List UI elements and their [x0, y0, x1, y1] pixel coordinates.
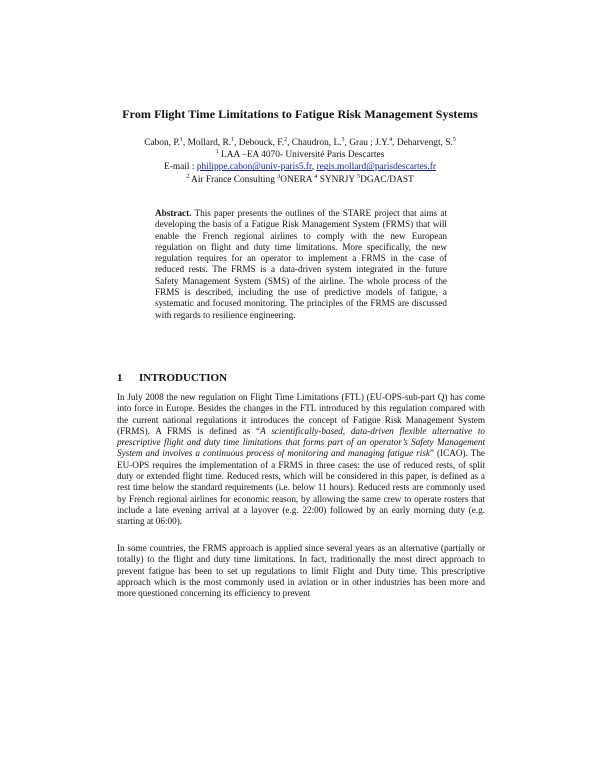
affiliation-text: DGAC/DAST — [360, 174, 414, 185]
affiliation-sup: 1 — [215, 149, 219, 156]
affiliation-text: LAA –EA 4070- Université Paris Descartes — [218, 150, 385, 161]
abstract-text: This paper presents the outlines of the STARE project that aims at developing the basis of a Fatigue Risk Management System (FRMS) that will enable the French regional airlines to comply with the new European regulation on flight and duty time limitations. More specifically, the new regulation requires for an operator to implement a FRMS in the case of reduced rests. The FRMS is a data-driven system integrated in the future Safety Management System (SMS) of the airline. The whole process of the FRMS is described, including the use of predictive models of fatigue, a systematic and focused monitoring. The principles of the FRMS are discussed with regards to resilience engineering. — [155, 208, 447, 320]
affiliation-sup: 3 — [277, 173, 281, 180]
author-name: , Grau ; J.Y. — [344, 138, 390, 148]
body-paragraph-1 — [117, 392, 485, 528]
section-heading — [117, 372, 417, 384]
paragraph-text: In July 2008 the new regulation on Flight Time Limitations (FTL) (EU-OPS-sub-part Q) has come into force in Europe. Besides the changes in the FTL introduced by this regulation compared with the current national regulations it introduces the concept of Fatigue Risk Management System (FRMS). A FRMS is defined as “ — [117, 392, 485, 436]
affiliation-text: Air France Consulting — [189, 174, 278, 185]
affiliation-text: SYNRJY — [317, 174, 358, 185]
paragraph-text: ” (ICAO). The EU-OPS requires the implementation of a FRMS in three cases: the use of reduced rests, of split duty or extended flight time. Reduced rests, which will be considered in this paper, is defined as a rest time below the standard requirements (i.e. below 11 hours). Reduced rests are commonly used by French regional airlines for economic reason, by allowing the same crew to operate rosters that include a late evening arrival at a layover (e.g. 22:00) followed by an early morning duty (e.g. starting at 06:00). — [117, 448, 485, 527]
affiliation-sup: 5 — [357, 173, 361, 180]
frms-definition-quote: A scientifically-based, data-driven flexible alternative to prescriptive flight and duty time limitations that forms part of an operator’s Safety Management System and involves a continuous process of monitoring and managing fatigue risk — [117, 425, 485, 459]
affiliation-others — [80, 174, 520, 186]
author-sup: 1 — [179, 136, 183, 143]
affiliation-sup: 2 — [186, 173, 190, 180]
author-name: Cabon, P. — [144, 138, 180, 148]
author-name: , Chaudron, L. — [287, 138, 342, 148]
author-name: , Debouck, F. — [234, 138, 285, 148]
author-sup: 2 — [284, 136, 288, 143]
author-sup: 4 — [389, 136, 393, 143]
section-title: INTRODUCTION — [139, 372, 228, 384]
body-paragraph-2: In some countries, the FRMS approach is applied since several years as an alternative (partially or totally) to the flight and duty time limitations. In fact, traditionally the most direct approach to prevent fatigue has been to set up regulations to limit Flight and Duty time. This prescriptive approach which is the most commonly used in aviation or in other industries has been more and more questioned concerning its efficiency to prevent — [117, 543, 485, 599]
author-name: , Deharvengt, S. — [392, 138, 453, 148]
affiliation-sup: 4 — [314, 173, 318, 180]
author-sup: 3 — [341, 136, 345, 143]
abstract — [155, 208, 447, 321]
author-sup: 5 — [452, 136, 456, 143]
author-name: , Mollard, R. — [182, 138, 232, 148]
affiliation-text: ONERA — [280, 174, 315, 185]
email-separator: , — [311, 162, 317, 173]
author-list — [80, 137, 520, 149]
authors-block — [80, 137, 520, 186]
paper-title: From Flight Time Limitations to Fatigue Risk Management Systems — [122, 107, 478, 121]
author-sup: 1 — [231, 136, 235, 143]
email-link-cabon[interactable]: philippe.cabon@univ-paris5.fr — [196, 162, 312, 173]
email-line — [80, 161, 520, 173]
section-number: 1 — [117, 372, 123, 384]
abstract-label: Abstract. — [155, 208, 192, 218]
email-link-mollard[interactable]: regis.mollard@parisdescartes.fr — [316, 162, 437, 173]
email-label: E-mail : — [163, 162, 197, 173]
affiliation-primary — [80, 149, 520, 161]
